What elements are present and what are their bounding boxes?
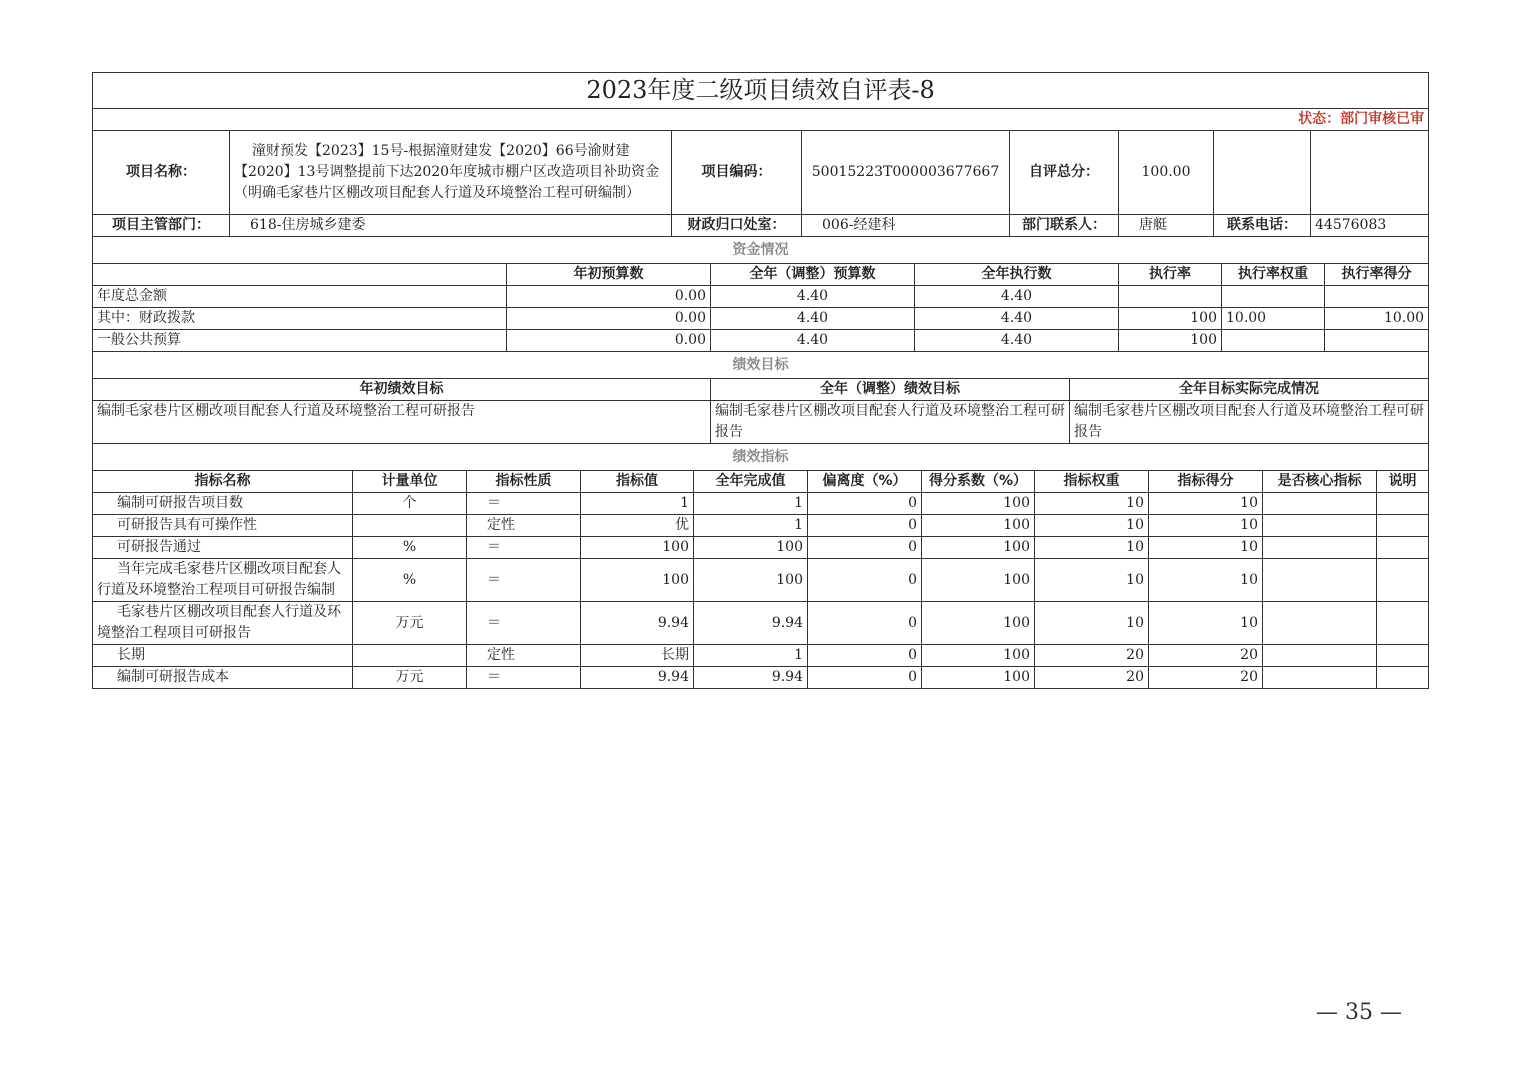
indicator-deviation: 0: [808, 602, 922, 645]
indicator-nature: ＝: [467, 537, 581, 559]
indicator-header: 全年完成值: [694, 471, 808, 493]
indicator-coefficient: 100: [922, 645, 1035, 667]
indicator-note: [1377, 602, 1429, 645]
indicator-nature: 定性: [467, 515, 581, 537]
indicator-score: 10: [1149, 602, 1263, 645]
indicator-header: 偏离度（%）: [808, 471, 922, 493]
indicator-unit: [353, 645, 467, 667]
funds-header: 执行率权重: [1222, 264, 1325, 286]
fund-executed: 4.40: [915, 286, 1119, 308]
indicator-done: 9.94: [694, 602, 808, 645]
indicator-header: 指标权重: [1035, 471, 1149, 493]
funds-header: 执行率得分: [1325, 264, 1429, 286]
indicator-weight: 10: [1035, 537, 1149, 559]
fund-rate: [1119, 286, 1222, 308]
indicator-value: 100: [581, 537, 694, 559]
funds-section-title: 资金情况: [93, 237, 1429, 264]
indicator-core: [1263, 667, 1377, 689]
indicator-header: 说明: [1377, 471, 1429, 493]
indicator-score: 10: [1149, 493, 1263, 515]
dept-value: 618-住房城乡建委: [230, 215, 672, 237]
indicator-done: 1: [694, 515, 808, 537]
indicator-score: 20: [1149, 667, 1263, 689]
indicator-deviation: 0: [808, 667, 922, 689]
fund-adjusted: 4.40: [711, 286, 915, 308]
goal-actual: 编制毛家巷片区棚改项目配套人行道及环境整治工程可研报告: [1070, 401, 1429, 444]
indicator-deviation: 0: [808, 645, 922, 667]
indicator-note: [1377, 645, 1429, 667]
fund-rate: 100: [1119, 330, 1222, 352]
goal-adjusted: 编制毛家巷片区棚改项目配套人行道及环境整治工程可研报告: [711, 401, 1070, 444]
fund-score: [1325, 286, 1429, 308]
indicator-core: [1263, 602, 1377, 645]
indicator-note: [1377, 515, 1429, 537]
table-row: [93, 286, 1429, 308]
indicator-score: 10: [1149, 515, 1263, 537]
fund-weight: [1222, 286, 1325, 308]
indicator-name: 可研报告通过: [93, 537, 353, 559]
indicator-weight: 10: [1035, 559, 1149, 602]
goals-header: 全年目标实际完成情况: [1070, 379, 1429, 401]
project-code-label: 项目编码：: [672, 131, 802, 215]
fund-weight: [1222, 330, 1325, 352]
indicator-note: [1377, 559, 1429, 602]
table-row: [93, 493, 1429, 515]
indicator-nature: ＝: [467, 667, 581, 689]
contact-label: 部门联系人：: [1010, 215, 1119, 237]
indicator-value: 1: [581, 493, 694, 515]
fund-adjusted: 4.40: [711, 330, 915, 352]
fund-budget: 0.00: [507, 330, 711, 352]
fund-adjusted: 4.40: [711, 308, 915, 330]
fund-score: 10.00: [1325, 308, 1429, 330]
evaluation-sheet: [92, 72, 1428, 689]
indicator-done: 100: [694, 537, 808, 559]
indicator-deviation: 0: [808, 559, 922, 602]
indicator-header: 是否核心指标: [1263, 471, 1377, 493]
info-table: [92, 72, 1429, 237]
score-label: 自评总分：: [1010, 131, 1119, 215]
fund-executed: 4.40: [915, 308, 1119, 330]
indicator-coefficient: 100: [922, 559, 1035, 602]
indicator-done: 100: [694, 559, 808, 602]
project-name-label: 项目名称：: [93, 131, 230, 215]
fund-executed: 4.40: [915, 330, 1119, 352]
indicator-core: [1263, 537, 1377, 559]
indicator-nature: 定性: [467, 645, 581, 667]
empty-cell: [1214, 131, 1311, 215]
phone-label: 联系电话：: [1214, 215, 1311, 237]
project-name: 潼财预发【2023】15号-根据潼财建发【2020】66号渝财建【2020】13号调整提前下达2020年度城市棚户区改造项目补助资金（明确毛家巷片区棚改项目配套人行道及环境整治工程可研编制）: [230, 131, 672, 215]
fund-weight: 10.00: [1222, 308, 1325, 330]
funds-header: 全年（调整）预算数: [711, 264, 915, 286]
goal-initial: 编制毛家巷片区棚改项目配套人行道及环境整治工程可研报告: [93, 401, 711, 444]
indicator-name: 当年完成毛家巷片区棚改项目配套人行道及环境整治工程项目可研报告编制: [93, 559, 353, 602]
indicator-value: 100: [581, 559, 694, 602]
indicator-core: [1263, 559, 1377, 602]
indicator-name: 毛家巷片区棚改项目配套人行道及环境整治工程项目可研报告: [93, 602, 353, 645]
indicator-coefficient: 100: [922, 515, 1035, 537]
indicator-unit: 万元: [353, 602, 467, 645]
table-row: [93, 667, 1429, 689]
indicator-coefficient: 100: [922, 602, 1035, 645]
indicator-done: 1: [694, 645, 808, 667]
indicator-nature: ＝: [467, 493, 581, 515]
indicator-deviation: 0: [808, 537, 922, 559]
funds-header: 年初预算数: [507, 264, 711, 286]
goals-header: 全年（调整）绩效目标: [711, 379, 1070, 401]
table-row: [93, 515, 1429, 537]
indicator-note: [1377, 537, 1429, 559]
fund-rate: 100: [1119, 308, 1222, 330]
table-row: [93, 559, 1429, 602]
fund-score: [1325, 330, 1429, 352]
indicator-name: 可研报告具有可操作性: [93, 515, 353, 537]
funds-header: 全年执行数: [915, 264, 1119, 286]
indicator-unit: %: [353, 537, 467, 559]
dept-label: 项目主管部门：: [93, 215, 230, 237]
indicator-note: [1377, 493, 1429, 515]
indicator-nature: ＝: [467, 559, 581, 602]
indicator-coefficient: 100: [922, 667, 1035, 689]
indicator-unit: 个: [353, 493, 467, 515]
indicator-header: 得分系数（%）: [922, 471, 1035, 493]
goals-header: 年初绩效目标: [93, 379, 711, 401]
indicator-score: 20: [1149, 645, 1263, 667]
phone-value: 44576083: [1311, 215, 1429, 237]
indicator-header: 指标性质: [467, 471, 581, 493]
indicator-score: 10: [1149, 537, 1263, 559]
indicator-name: 编制可研报告成本: [93, 667, 353, 689]
indicator-note: [1377, 667, 1429, 689]
fund-budget: 0.00: [507, 286, 711, 308]
fund-name: 一般公共预算: [93, 330, 507, 352]
score-value: 100.00: [1119, 131, 1214, 215]
indicator-value: 9.94: [581, 602, 694, 645]
table-row: [93, 330, 1429, 352]
fund-budget: 0.00: [507, 308, 711, 330]
indicator-core: [1263, 493, 1377, 515]
project-code: 50015223T000003677667: [802, 131, 1010, 215]
indicator-done: 1: [694, 493, 808, 515]
indicator-name: 长期: [93, 645, 353, 667]
funds-table: [92, 236, 1429, 352]
indicator-value: 9.94: [581, 667, 694, 689]
indicator-weight: 10: [1035, 515, 1149, 537]
indicator-header: 指标值: [581, 471, 694, 493]
indicator-weight: 20: [1035, 667, 1149, 689]
indicator-weight: 20: [1035, 645, 1149, 667]
indicator-weight: 10: [1035, 602, 1149, 645]
indicator-name: 编制可研报告项目数: [93, 493, 353, 515]
contact-value: 唐艇: [1119, 215, 1214, 237]
finance-label: 财政归口处室：: [672, 215, 802, 237]
indicator-core: [1263, 645, 1377, 667]
table-row: [93, 645, 1429, 667]
funds-header: 执行率: [1119, 264, 1222, 286]
indicator-deviation: 0: [808, 493, 922, 515]
table-row: [93, 602, 1429, 645]
empty-cell: [93, 264, 507, 286]
indicator-deviation: 0: [808, 515, 922, 537]
indicator-header: 指标得分: [1149, 471, 1263, 493]
status-badge: 状态：部门审核已审: [93, 109, 1429, 131]
fund-name: 其中：财政拨款: [93, 308, 507, 330]
indicator-coefficient: 100: [922, 493, 1035, 515]
indicator-coefficient: 100: [922, 537, 1035, 559]
indicator-nature: ＝: [467, 602, 581, 645]
fund-name: 年度总金额: [93, 286, 507, 308]
indicator-weight: 10: [1035, 493, 1149, 515]
indicator-value: 优: [581, 515, 694, 537]
empty-cell: [1311, 131, 1429, 215]
goals-section-title: 绩效目标: [93, 352, 1429, 379]
indicators-table: [92, 443, 1429, 689]
page-number: — 35 —: [1316, 1000, 1402, 1025]
indicator-header: 指标名称: [93, 471, 353, 493]
table-row: [93, 308, 1429, 330]
indicator-done: 9.94: [694, 667, 808, 689]
indicator-unit: 万元: [353, 667, 467, 689]
table-row: [93, 537, 1429, 559]
page-title: 2023年度二级项目绩效自评表-8: [93, 73, 1429, 109]
goals-table: [92, 351, 1429, 444]
indicator-unit: [353, 515, 467, 537]
indicator-value: 长期: [581, 645, 694, 667]
indicator-score: 10: [1149, 559, 1263, 602]
indicator-header: 计量单位: [353, 471, 467, 493]
indicators-section-title: 绩效指标: [93, 444, 1429, 471]
finance-value: 006-经建科: [802, 215, 1010, 237]
indicator-core: [1263, 515, 1377, 537]
indicator-unit: %: [353, 559, 467, 602]
